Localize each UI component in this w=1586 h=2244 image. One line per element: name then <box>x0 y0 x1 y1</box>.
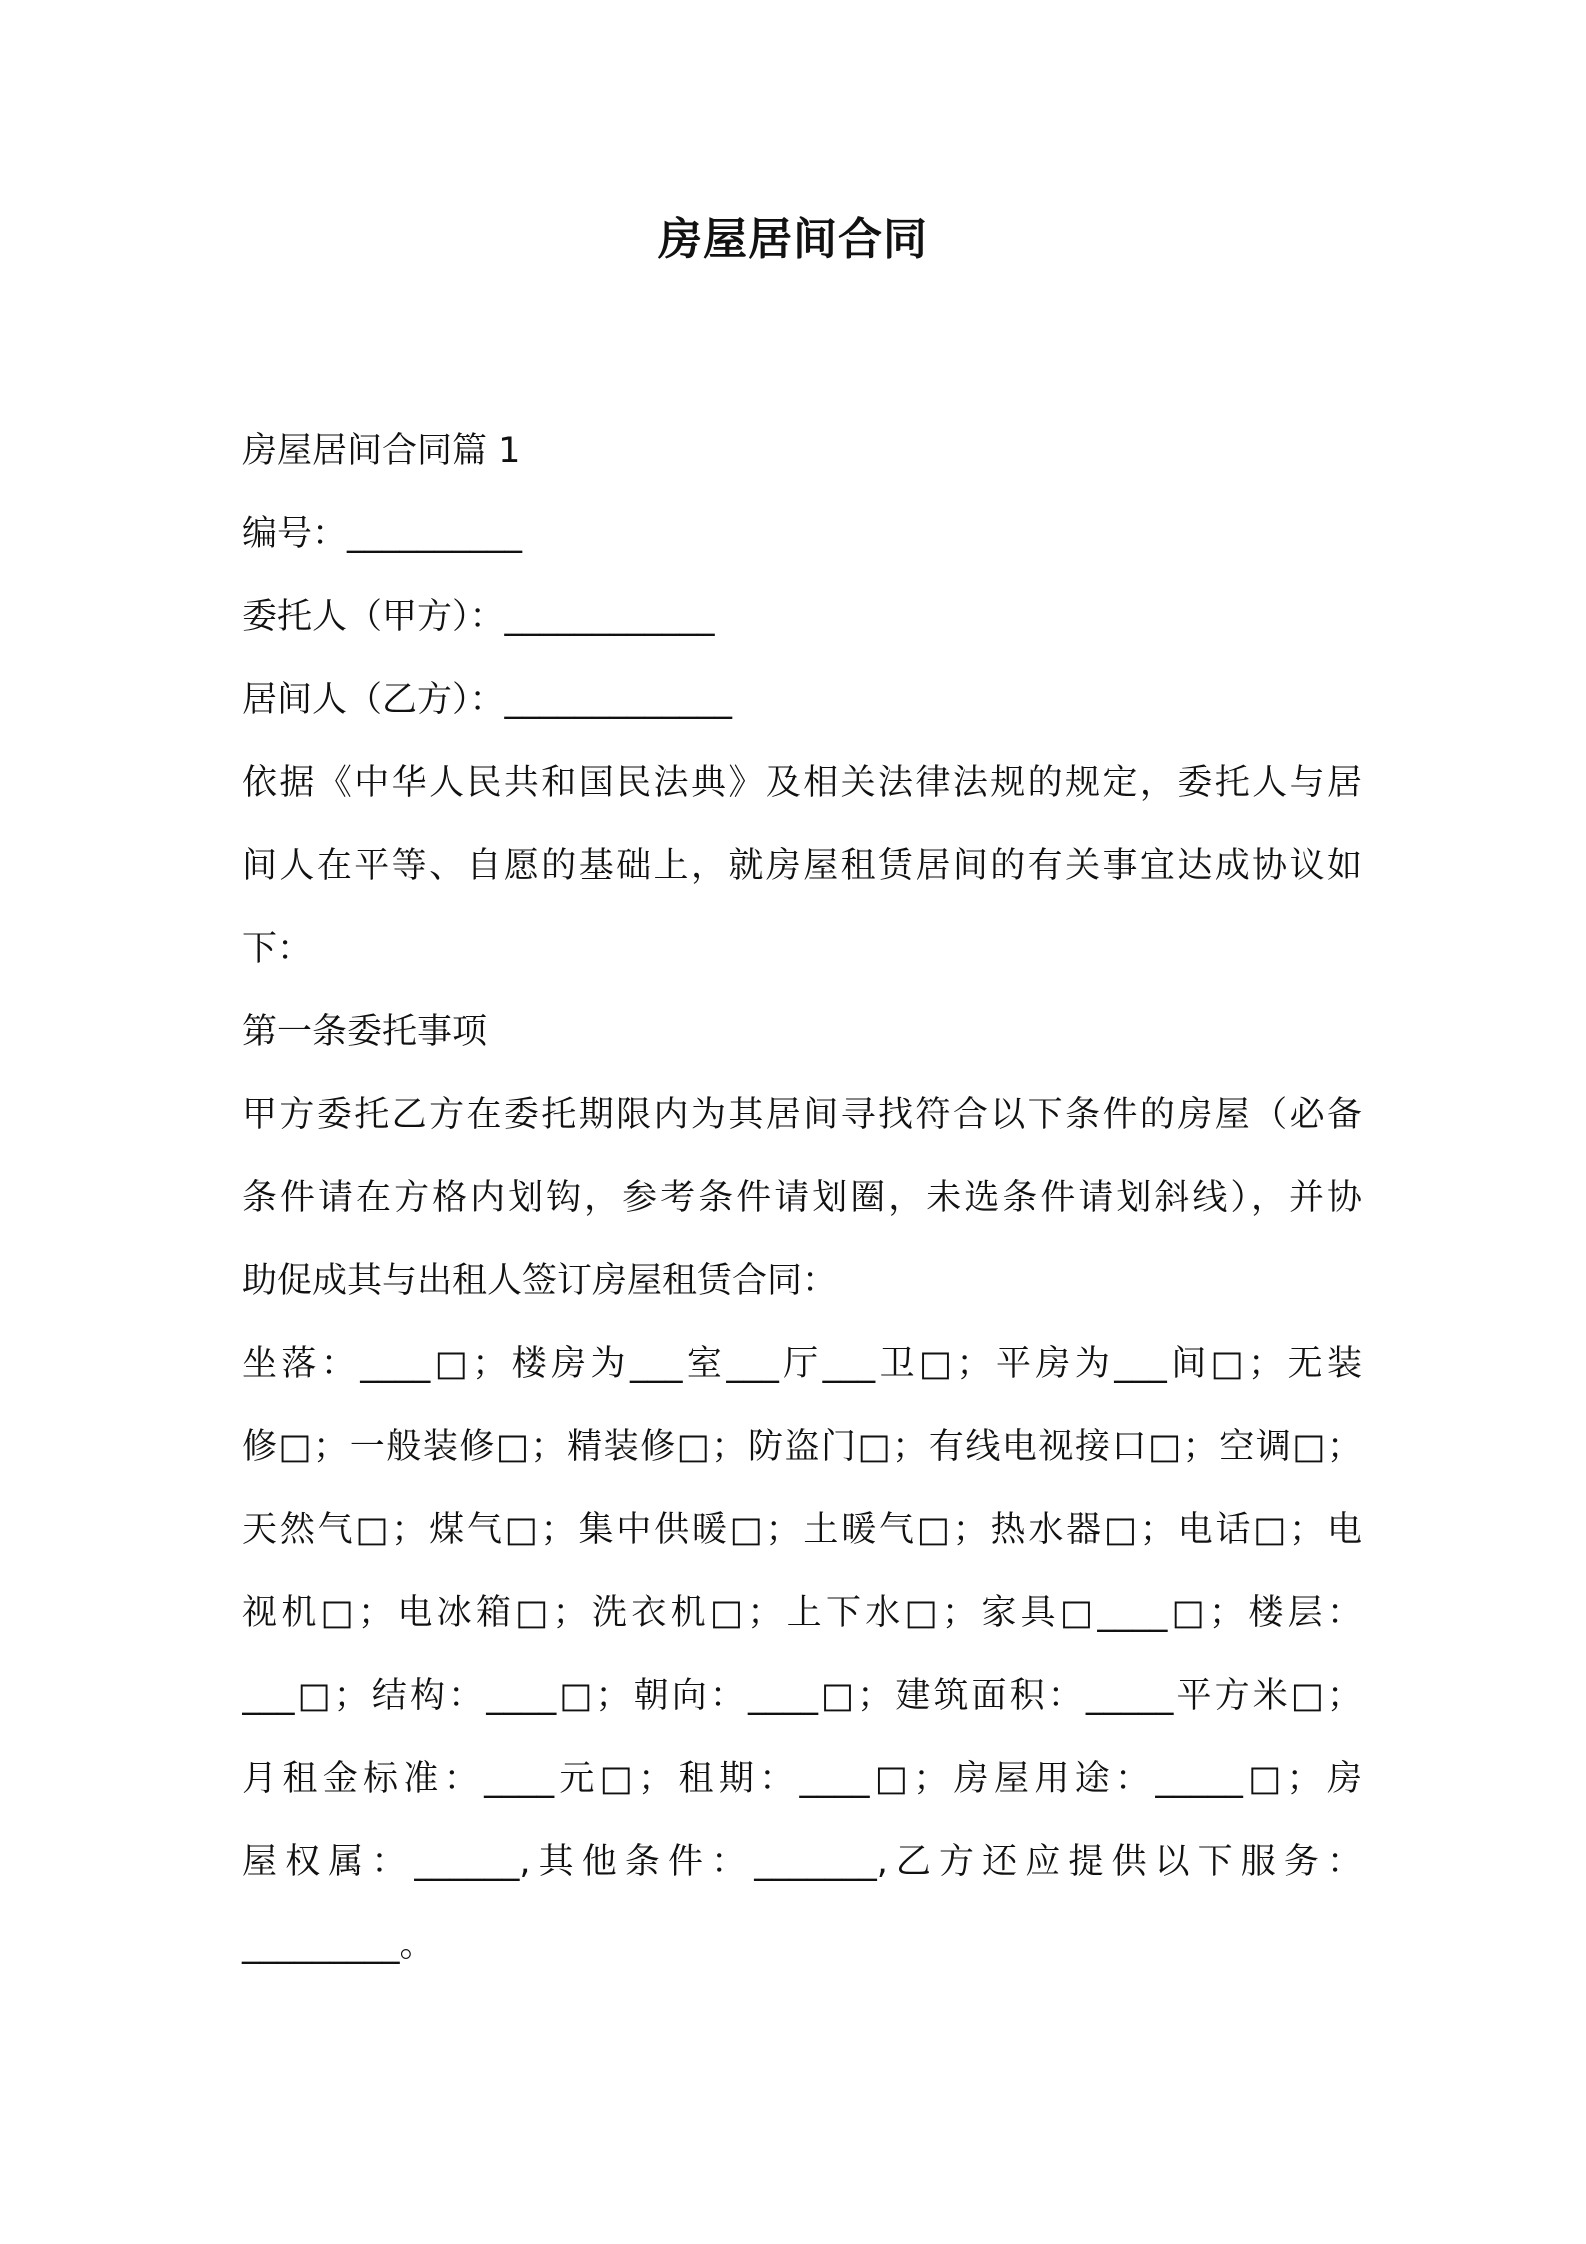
article-1-heading: 第一条委托事项 <box>242 1012 488 1052</box>
conditions-line-2: 修□；一般装修□；精装修□；防盗门□；有线电视接口□；空调□； <box>242 1427 1362 1467</box>
conditions-line-5: ___□；结构：____□；朝向：____□；建筑面积：_____平方米□； <box>242 1676 1362 1716</box>
conditions-line-4: 视机□；电冰箱□；洗衣机□；上下水□；家具□____□；楼层： <box>242 1593 1362 1633</box>
conditions-line-1: 坐落：____□；楼房为___室___厅___卫□；平房为___间□；无装 <box>242 1344 1362 1384</box>
principal-party-field: 委托人（甲方）：____________ <box>242 597 715 637</box>
preamble-line-1: 依据《中华人民共和国民法典》及相关法律法规的规定，委托人与居 <box>242 763 1362 803</box>
article-1-line-3: 助促成其与出租人签订房屋租赁合同： <box>242 1261 838 1301</box>
article-1-line-2: 条件请在方格内划钩，参考条件请划圈，未选条件请划斜线），并协 <box>242 1178 1362 1218</box>
conditions-line-7: 屋权属：______,其他条件：_______,乙方还应提供以下服务： <box>242 1842 1362 1882</box>
preamble-line-2: 间人在平等、自愿的基础上，就房屋租赁居间的有关事宜达成协议如 <box>242 846 1362 886</box>
section-heading: 房屋居间合同篇 1 <box>242 431 521 471</box>
document-title: 房屋居间合同 <box>658 214 928 265</box>
contract-number-field: 编号：__________ <box>242 514 523 554</box>
document-body <box>242 410 1362 1987</box>
conditions-line-6: 月租金标准：____元□；租期：____□；房屋用途：_____□；房 <box>242 1759 1362 1799</box>
conditions-line-3: 天然气□；煤气□；集中供暖□；土暖气□；热水器□；电话□；电 <box>242 1510 1362 1550</box>
conditions-line-8: _________。 <box>242 1925 435 1965</box>
article-1-line-1: 甲方委托乙方在委托期限内为其居间寻找符合以下条件的房屋（必备 <box>242 1095 1362 1135</box>
intermediary-party-field: 居间人（乙方）：_____________ <box>242 680 733 720</box>
preamble-line-3: 下： <box>242 929 313 969</box>
